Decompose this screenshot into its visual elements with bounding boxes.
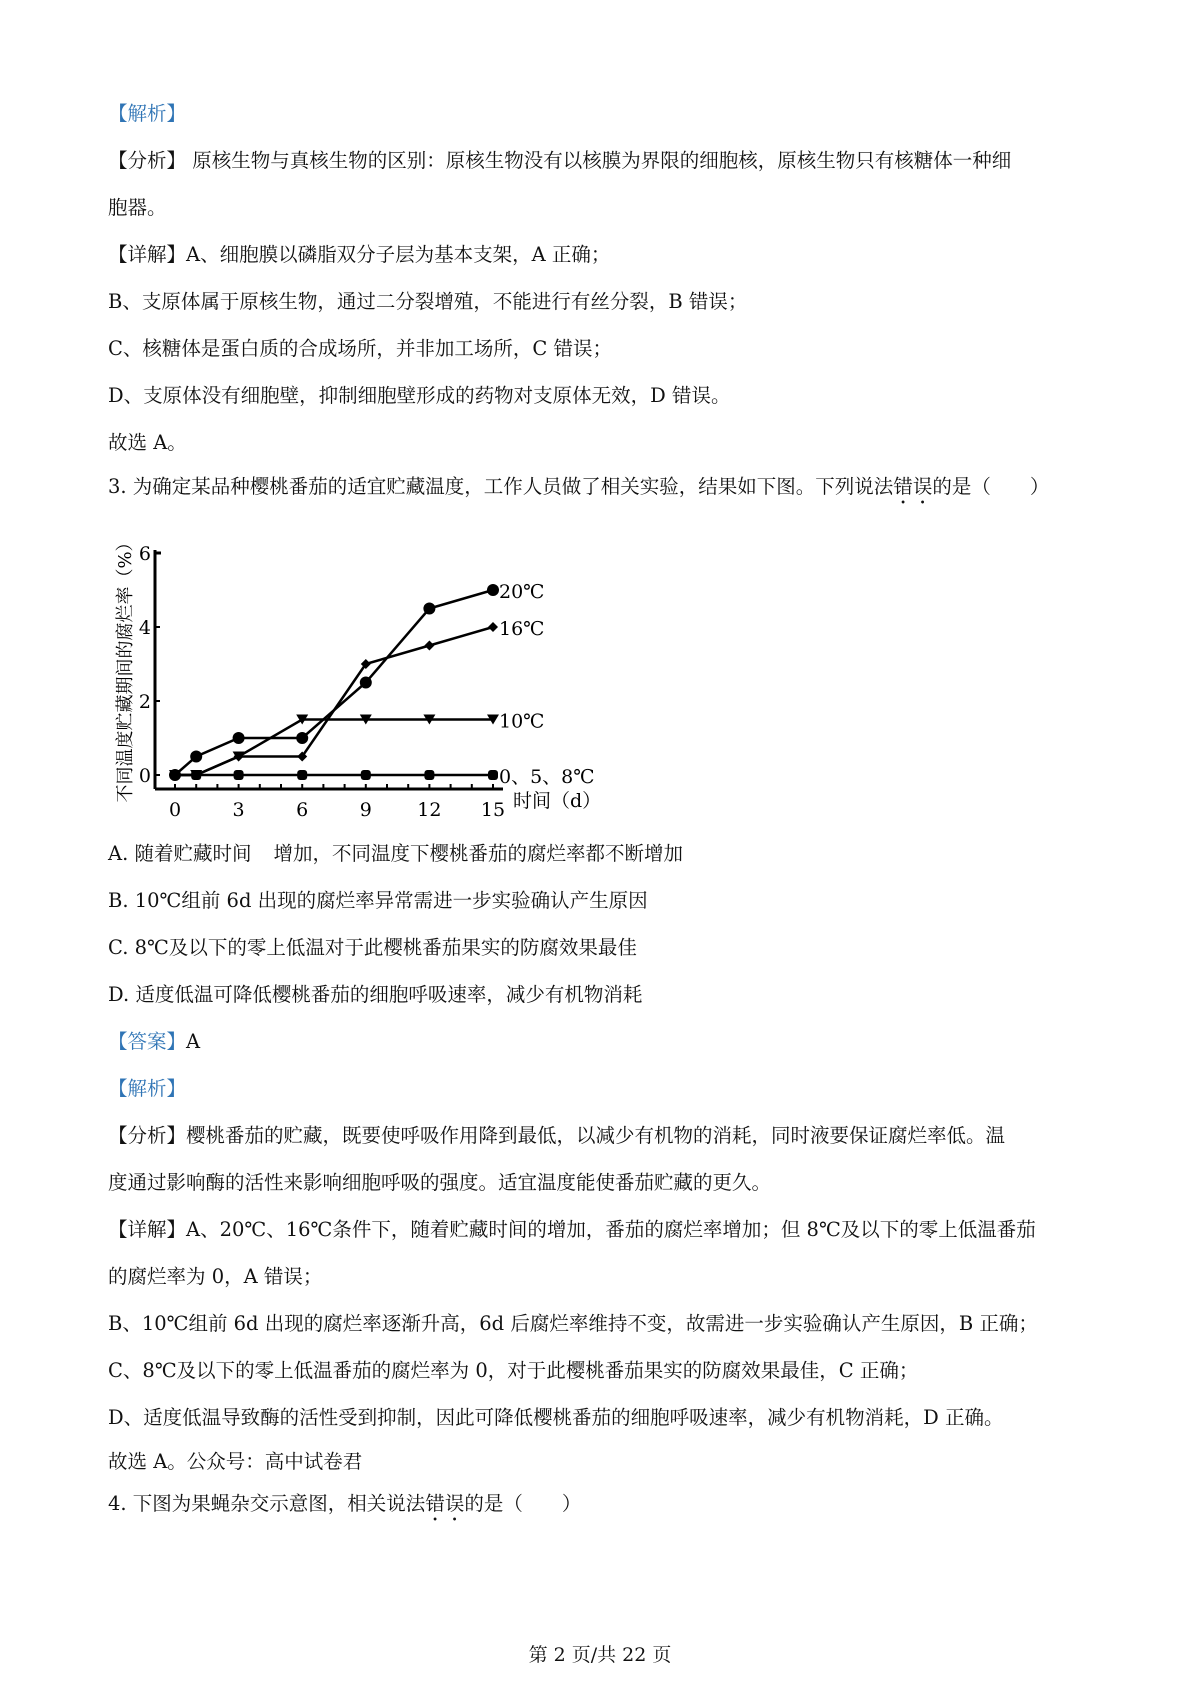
y-tick-label: 0 — [138, 765, 151, 787]
detail-paragraph — [108, 231, 1108, 278]
question-4-stem — [108, 1483, 1108, 1525]
data-point-square — [488, 770, 498, 780]
detail-b: B、支原体属于原核生物，通过二分裂增殖，不能进行有丝分裂，B 错误； — [108, 290, 748, 313]
legend-label-1: 16℃ — [499, 618, 545, 640]
stem-emphasis: 错误 — [425, 1492, 465, 1515]
section-label-jiexi-2: 【解析】 — [108, 1077, 187, 1100]
analysis-continuation: 胞器。 — [108, 196, 167, 219]
x-tick-label: 3 — [232, 799, 245, 821]
detail-c-2: C、8℃及以下的零上低温番茄的腐烂率为 0，对于此樱桃番茄果实的防腐效果最佳，C 正确； — [108, 1359, 919, 1382]
x-axis-label: 时间（d） — [513, 790, 602, 812]
x-tick-label: 12 — [417, 799, 442, 821]
analysis-text: 樱桃番茄的贮藏，既要使呼吸作用降到最低，以减少有机物的消耗，同时液要保证腐烂率低。温 — [186, 1124, 1006, 1147]
data-point-circle — [423, 603, 435, 615]
detail-text: A、细胞膜以磷脂双分子层为基本支架，A 正确； — [186, 243, 611, 266]
detail-text: A、20℃、16℃条件下，随着贮藏时间的增加，番茄的腐烂率增加；但 8℃及以下的零上低温番茄 — [186, 1218, 1036, 1241]
stem-emphasis: 错误 — [893, 475, 933, 498]
detail-c: C、核糖体是蛋白质的合成场所，并非加工场所，C 错误； — [108, 337, 613, 360]
x-tick-label: 9 — [359, 799, 372, 821]
detail-continuation-2: 的腐烂率为 0，A 错误； — [108, 1265, 323, 1288]
legend-label-3: 0、5、8℃ — [499, 766, 595, 788]
answer-value: A — [186, 1030, 201, 1053]
answer-tag: 【答案】 — [108, 1030, 187, 1053]
option-a — [108, 830, 1108, 877]
series-line-1 — [175, 627, 493, 775]
detail-b-2: B、10℃组前 6d 出现的腐烂率逐渐升高，6d 后腐烂率维持不变，故需进一步实验确认产生原因，B 正确； — [108, 1312, 1038, 1335]
option-c: C. 8℃及以下的零上低温对于此樱桃番茄果实的防腐效果最佳 — [108, 936, 637, 959]
stem-end: 的是（ ） — [464, 1492, 582, 1515]
data-point-circle — [233, 732, 245, 744]
x-tick-label: 0 — [168, 799, 182, 821]
data-point-square — [361, 770, 371, 780]
rot-rate-chart — [108, 508, 1108, 830]
data-point-square — [424, 770, 434, 780]
section-label-jiexi: 【解析】 — [108, 102, 187, 125]
analysis-tag: 【分析】 — [108, 1124, 187, 1147]
data-point-square — [170, 770, 180, 780]
option-d: D. 适度低温可降低樱桃番茄的细胞呼吸速率，减少有机物消耗 — [108, 983, 643, 1006]
analysis-paragraph-2 — [108, 1112, 1108, 1159]
document-page — [108, 90, 1108, 1525]
page-footer: 第 2 页/共 22 页 — [528, 1644, 672, 1666]
choose-answer: 故选 A。 — [108, 431, 187, 454]
detail-d-2: D、适度低温导致酶的活性受到抑制，因此可降低樱桃番茄的细胞呼吸速率，减少有机物消耗，D 正确。 — [108, 1406, 1004, 1429]
data-point-diamond — [488, 622, 498, 632]
option-a-text-2: 增加，不同温度下樱桃番茄的腐烂率都不断增加 — [273, 842, 683, 865]
data-point-circle — [190, 751, 202, 763]
option-a-text: A. 随着贮藏时间 — [108, 842, 252, 865]
legend-label-0: 20℃ — [499, 581, 545, 603]
y-tick-label: 6 — [138, 543, 151, 565]
question-3-stem — [108, 466, 1108, 508]
x-tick-label: 15 — [480, 799, 506, 821]
y-tick-label: 2 — [138, 691, 151, 713]
answer-line — [108, 1018, 1108, 1065]
data-point-circle — [296, 732, 308, 744]
choose-answer-2: 故选 A。公众号：高中试卷君 — [108, 1450, 363, 1473]
detail-tag: 【详解】 — [108, 1218, 187, 1241]
analysis-continuation-2: 度通过影响酶的活性来影响细胞呼吸的强度。适宜温度能使番茄贮藏的更久。 — [108, 1171, 772, 1194]
stem-text: 3. 为确定某品种樱桃番茄的适宜贮藏温度，工作人员做了相关实验，结果如下图。下列说法 — [108, 475, 894, 498]
series-line-0 — [175, 590, 493, 775]
y-tick-label: 4 — [138, 617, 151, 639]
data-point-circle — [360, 677, 372, 689]
detail-paragraph-2 — [108, 1206, 1108, 1253]
analysis-text: 原核生物与真核生物的区别：原核生物没有以核膜为界限的细胞核，原核生物只有核糖体一种细 — [186, 149, 1012, 172]
x-tick-label: 6 — [296, 799, 309, 821]
series-line-2 — [175, 720, 493, 776]
chart-svg — [0, 508, 700, 830]
detail-d: D、支原体没有细胞壁，抑制细胞壁形成的药物对支原体无效，D 错误。 — [108, 384, 731, 407]
y-axis-label: 不同温度贮藏期间的腐烂率（%） — [115, 533, 136, 803]
data-point-square — [191, 770, 201, 780]
data-point-square — [297, 770, 307, 780]
stem-text: 4. 下图为果蝇杂交示意图，相关说法 — [108, 1492, 426, 1515]
data-point-square — [234, 770, 244, 780]
stem-end: 的是（ ） — [932, 475, 1050, 498]
legend-label-2: 10℃ — [499, 710, 545, 733]
analysis-tag: 【分析】 — [108, 149, 187, 172]
data-point-circle — [487, 584, 499, 596]
analysis-paragraph — [108, 137, 1108, 184]
option-b: B. 10℃组前 6d 出现的腐烂率异常需进一步实验确认产生原因 — [108, 889, 648, 912]
detail-tag: 【详解】 — [108, 243, 187, 266]
data-point-diamond — [424, 641, 434, 651]
